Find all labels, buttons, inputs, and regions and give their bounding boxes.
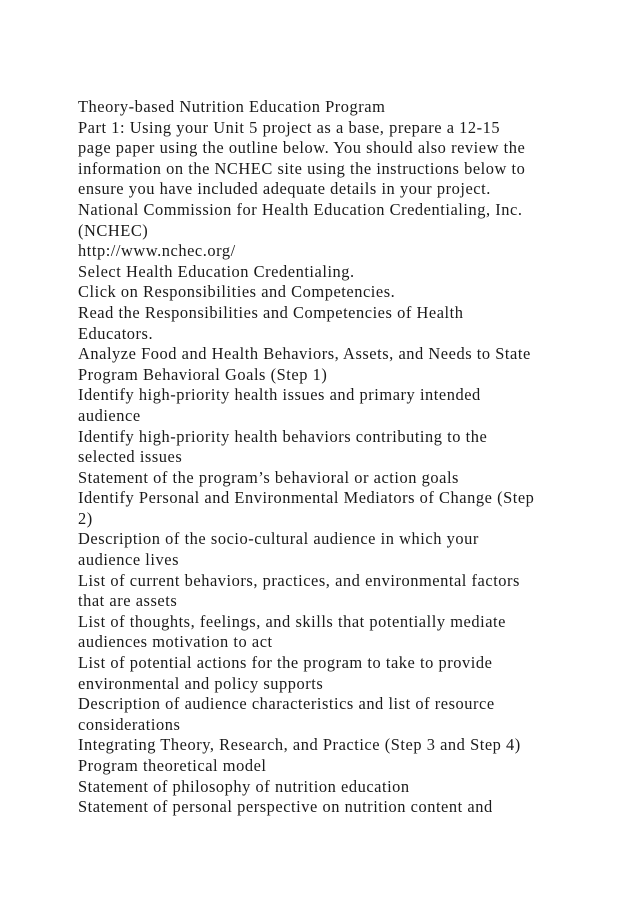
text-line: selected issues bbox=[78, 447, 183, 467]
text-line: considerations bbox=[78, 714, 181, 734]
text-line: Description of audience characteristics and list of resource bbox=[78, 694, 495, 714]
text-line: (NCHEC) bbox=[78, 220, 149, 240]
text-line: Select Health Education Credentialing. bbox=[78, 261, 355, 281]
text-line: that are assets bbox=[78, 591, 178, 611]
text-line: audience lives bbox=[78, 550, 179, 570]
text-line: Part 1: Using your Unit 5 project as a base, prepare a 12-15 bbox=[78, 117, 501, 137]
text-line: Click on Responsibilities and Competencies. bbox=[78, 282, 396, 302]
text-line: environmental and policy supports bbox=[78, 673, 324, 693]
text-line: Integrating Theory, Research, and Practice (Step 3 and Step 4) bbox=[78, 735, 521, 755]
url-text: http://www.nchec.org/ bbox=[78, 241, 236, 261]
document-title: Theory-based Nutrition Education Program bbox=[78, 97, 386, 116]
text-line: Educators. bbox=[78, 323, 154, 343]
text-line: List of thoughts, feelings, and skills that potentially mediate bbox=[78, 611, 506, 631]
text-line: information on the NCHEC site using the instructions below to bbox=[78, 158, 526, 178]
text-line: Statement of the program’s behavioral or action goals bbox=[78, 467, 459, 487]
text-line: audiences motivation to act bbox=[78, 632, 273, 652]
text-line: Description of the socio-cultural audience in which your bbox=[78, 529, 479, 549]
text-line: 2) bbox=[78, 508, 93, 528]
text-line: Identify high-priority health behaviors contributing to the bbox=[78, 426, 488, 446]
text-line: Statement of philosophy of nutrition education bbox=[78, 776, 410, 796]
text-line: audience bbox=[78, 405, 141, 425]
text-line: National Commission for Health Education Credentialing, Inc. bbox=[78, 199, 523, 219]
text-line: List of potential actions for the program to take to provide bbox=[78, 653, 493, 673]
text-line: Statement of personal perspective on nutrition content and bbox=[78, 797, 493, 817]
text-line: ensure you have included adequate details in your project. bbox=[78, 179, 491, 199]
text-line: Program Behavioral Goals (Step 1) bbox=[78, 364, 328, 384]
text-line: Read the Responsibilities and Competencies of Health bbox=[78, 302, 464, 322]
text-line: Identify high-priority health issues and primary intended bbox=[78, 385, 481, 405]
text-line: Identify Personal and Environmental Mediators of Change (Step bbox=[78, 488, 535, 508]
text-line: page paper using the outline below. You should also review the bbox=[78, 138, 526, 158]
document-body bbox=[78, 97, 626, 818]
text-line: Analyze Food and Health Behaviors, Assets, and Needs to State bbox=[78, 344, 531, 364]
text-line: Program theoretical model bbox=[78, 756, 267, 775]
text-line: List of current behaviors, practices, and environmental factors bbox=[78, 570, 520, 590]
